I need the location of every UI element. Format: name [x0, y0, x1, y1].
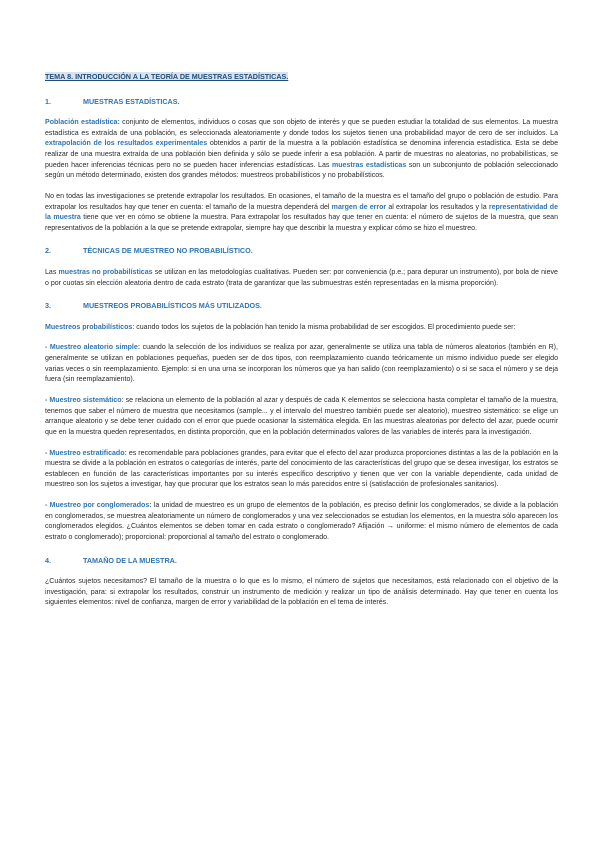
key-term: muestras no probabilísticas [58, 268, 153, 276]
paragraph [45, 192, 558, 234]
text-run: No en todas las investigaciones se pretende extrapolar los resultados. En ocasiones, el tamaño de la muestra es el tamaño del grupo o población de estudio. Para extrapolar los resultados hay que tener en cuenta: el tamaño de la muestra dependerá del [45, 192, 558, 211]
key-term: margen de error [331, 203, 387, 211]
key-term: - Muestreo estratificado: [45, 449, 127, 457]
paragraph [45, 118, 558, 182]
section-title: MUESTREOS PROBABILÍSTICOS MÁS UTILIZADOS. [83, 301, 262, 311]
text-run: tiene que ver en cómo se obtiene la muestra. Para extrapolar los resultados hay que tener en cuenta: el número de sujetos de la muestra, que sean representativos de la población a la que se pretende extrapolar, siempre hay que describir la muestra y explicar cómo se hizo el muestreo. [45, 214, 558, 232]
paragraph [45, 577, 558, 609]
paragraph [45, 268, 558, 289]
section-title: TAMAÑO DE LA MUESTRA. [83, 555, 177, 565]
text-run: es recomendable para poblaciones grandes, para evitar que el efecto del azar produzca proporciones distintas a las de la población en la muestra se divide a la población en estratos o categorías de interés, parte del conocimiento de las características del grupo que se desea investigar, los estratos se establecen en función de las características importantes por su interés específico descriptivo y tienen que ver con la variable dependiente, cada unidad de muestreo son los sujetos a investigar, hay que procurar que los estratos sean lo más parecidos entre sí (satisfacción de profesionales sanitarios). [45, 449, 558, 489]
key-term: - Muestreo por conglomerados: [45, 502, 152, 510]
text-run: cuando la selección de los individuos se realiza por azar, generalmente se utiliza una tabla de números aleatorios (también en R), generalmente se utilizan en poblaciones pequeñas, pueden ser de dos tipos, con reemplazamiento cuando teóricamente un mismo individuo puede ser elegido varias veces o sin reemplazamiento. Ejemplo: si en una urna se incorporan los números que ya han salido (con reemplazamiento) o si se saca el número y se deja fuera (sin reemplazamiento). [45, 344, 558, 384]
key-term: muestras estadísticas [331, 161, 407, 169]
section-number: 4. [45, 555, 51, 565]
text-run: al extrapolar los resultados y la [386, 203, 489, 211]
key-term: - Muestreo sistemático [45, 397, 122, 405]
key-term: representatividad de la muestra [45, 203, 559, 222]
section-heading [45, 556, 558, 567]
document-page [45, 72, 558, 619]
section-title: MUESTRAS ESTADÍSTICAS. [83, 96, 180, 106]
section-heading [45, 246, 558, 257]
text-run: la unidad de muestreo es un grupo de elementos de la población, es preciso definir los conglomerados, se divide a la población en conglomerados, se muestrea aleatoriamente un número de conglomerados y una vez seleccionados se estudian los elementos, en la muestra sólo aparecen los conglomerados elegidos. ¿Cuántos elementos se deben tomar en cada estrato o conglomerado? Afijación → uniforme: el mismo número de elementos de cada estrato o conglomerado); proporcional: proporcional al tamaño del estrato o conglomerado. [45, 502, 558, 541]
text-run: Las [45, 268, 59, 276]
section-heading [45, 301, 558, 312]
section-number: 1. [45, 96, 51, 106]
section-number: 2. [45, 246, 51, 256]
key-term: - Muestreo aleatorio simple: [45, 344, 141, 352]
text-run: se utilizan en las metodologías cualitativas. Pueden ser: por conveniencia (p.e.; para depurar un instrumento), por bola de nieve o por cuotas sin elección aleatoria dentro de cada estrato (trata de garantizar que las submuestras estén representadas en la misma proporción). [45, 268, 558, 287]
section-title: TÉCNICAS DE MUESTREO NO PROBABILÍSTICO. [83, 246, 253, 256]
text-run: ¿Cuántos sujetos necesitamos? El tamaño de la muestra o lo que es lo mismo, el número de sujetos que necesitamos, está relacionado con el objetivo de la investigación, para: si extrapolar los resultados, construir un instrumento de medición y realizar un tipo de análisis determinado. Hay que tener en cuenta los siguientes elementos: nivel de confianza, margen de error y variabilidad de la población en el tema de interés. [45, 578, 558, 607]
paragraph [45, 343, 558, 385]
paragraph [45, 501, 558, 543]
key-term: extrapolación de los resultados experimentales [45, 140, 208, 148]
text-run: son un subconjunto de población seleccionado según un método determinado, existen dos grandes métodos: muestreos probabilísticos y no probabilísticos. [45, 161, 558, 180]
key-term: Población estadística: [45, 119, 120, 127]
document-title: TEMA 8. INTRODUCCIÓN A LA TEORÍA DE MUESTRAS ESTADÍSTICAS. [45, 72, 289, 81]
text-run: : cuando todos los sujetos de la población han tenido la misma probabilidad de ser escogidos. El procedimiento puede ser: [132, 323, 516, 331]
text-run: : se relaciona un elemento de la población al azar y después de cada K elementos se selecciona hasta completar el tamaño de la muestra, tenemos que saber el número de muestra que necesitamos (sample... y el intervalo del muestreo también puede ser aleatorio), muestreo sistemático: se elige un arranque aleatorio y se debe tener cuidado con el error que puede ocasionar la sistemática elegida. En las muestras aleatorias por defecto del azar, puede ocurrir que en la muestra queden representados, en distinta proporción, que en la población determinados valores de las variables de interés para la investigación. [45, 397, 558, 436]
text-run: obtenidos a partir de la muestra a la población estadística se denomina inferencia estadística. Esta se debe realizar de una muestra extraída de una población bien definida y sólo se puede inferir a esa población. A partir de muestras no aleatorias, no probabilísticas, se pueden hacer inferencias técnicas pero no se pueden hacer inferencias estadísticas. Las [45, 140, 558, 169]
paragraph [45, 396, 558, 438]
key-term: Muestreos probabilísticos [45, 323, 133, 331]
text-run: conjunto de elementos, individuos o cosas que son objeto de interés y que se pueden estudiar la totalidad de sus elementos. La muestra estadística es extraída de una población, es seleccionada aleatoriamente y donde todos los sujetos tienen una probabilidad mayor de cero de ser incluidos. La [45, 119, 558, 137]
section-heading [45, 97, 558, 108]
paragraph [45, 449, 558, 491]
document-body [45, 97, 558, 609]
paragraph [45, 323, 558, 334]
section-number: 3. [45, 301, 51, 311]
